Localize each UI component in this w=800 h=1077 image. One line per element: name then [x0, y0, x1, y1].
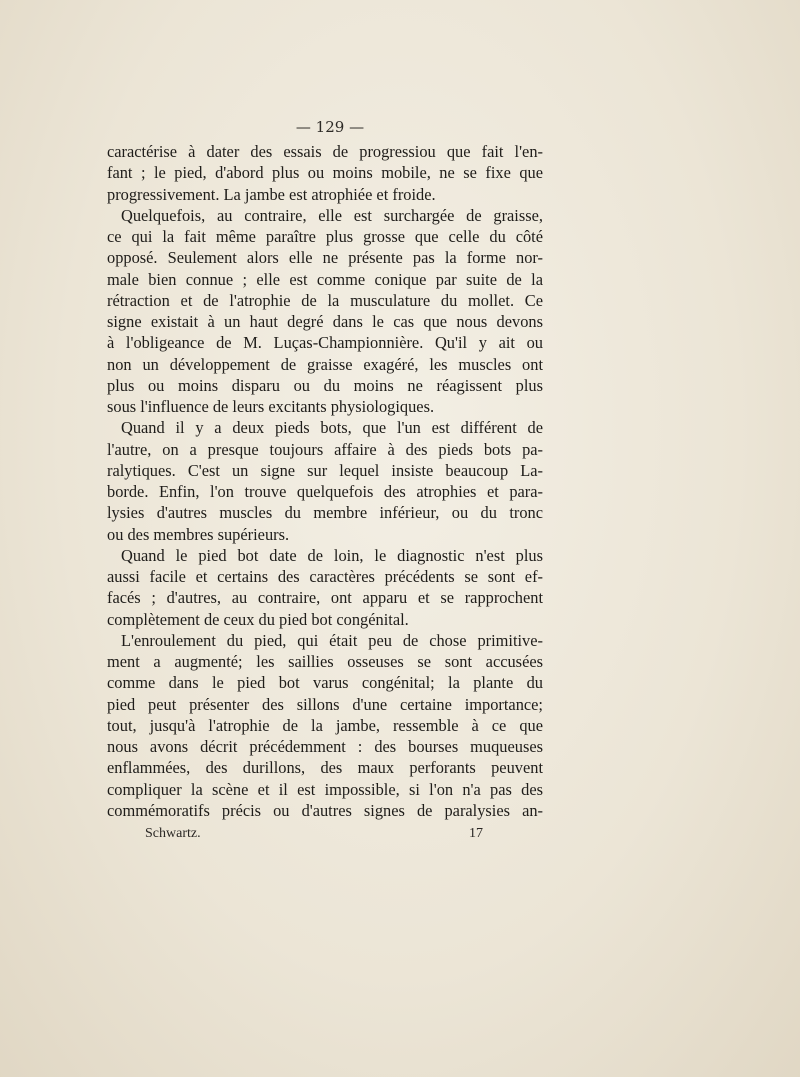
- text-line: compliquer la scène et il est impossible, si l'on n'a pas des: [107, 779, 543, 799]
- text-line: Quand le pied bot date de loin, le diagnostic n'est plus: [121, 545, 543, 565]
- text-line: l'autre, on a presque toujours affaire à des pieds bots pa-: [107, 439, 543, 459]
- text-line: comme dans le pied bot varus congénital; la plante du: [107, 673, 543, 693]
- text-line: caractérise à dater des essais de progressiou que fait l'en-: [107, 142, 543, 161]
- text-line: aussi facile et certains des caractères précédents se sont ef-: [107, 567, 543, 586]
- text-line: facés ; d'autres, au contraire, ont apparu et se rapprochent: [107, 588, 543, 608]
- text-line: L'enroulement du pied, qui était peu de chose primitive-: [121, 630, 543, 650]
- text-line: progressivement. La jambe est atrophiée et froide.: [107, 184, 436, 204]
- text-line: ou des membres supérieurs.: [107, 524, 290, 544]
- text-line: lysies d'autres muscles du membre inférieur, ou du tronc: [107, 503, 543, 523]
- text-line: fant ; le pied, d'abord plus ou moins mobile, ne se fixe que: [107, 163, 543, 183]
- text-line: male bien connue ; elle est comme conique par suite de la: [107, 269, 543, 289]
- text-line: à l'obligeance de M. Luças-Championnière. Qu'il y ait ou: [107, 333, 543, 353]
- text-line: Quelquefois, au contraire, elle est surchargée de graisse,: [121, 205, 543, 225]
- text-line: sous l'influence de leurs excitants physiologiques.: [107, 397, 435, 416]
- author-signature: Schwartz.: [145, 826, 201, 841]
- text-line: ce qui la fait même paraître plus grosse que celle du côté: [107, 227, 543, 246]
- text-line: opposé. Seulement alors elle ne présente pas la forme nor-: [107, 248, 543, 268]
- page-number: — 129 —: [295, 118, 365, 136]
- text-line: ment a augmenté; les saillies osseuses se sont accusées: [107, 652, 543, 671]
- body-text: [107, 141, 543, 821]
- text-line: tout, jusqu'à l'atrophie de la jambe, ressemble à ce que: [107, 715, 543, 735]
- text-line: complètement de ceux du pied bot congénital.: [107, 609, 409, 629]
- text-line: ralytiques. C'est un signe sur lequel insiste beaucoup La-: [107, 460, 543, 480]
- signature-mark: 17: [469, 826, 483, 841]
- text-line: rétraction et de l'atrophie de la musculature du mollet. Ce: [107, 290, 543, 310]
- text-line: pied peut présenter des sillons d'une certaine importance;: [107, 694, 543, 714]
- text-line: plus ou moins disparu ou du moins ne réagissent plus: [107, 375, 543, 395]
- text-line: Quand il y a deux pieds bots, que l'un est différent de: [121, 418, 543, 438]
- text-line: commémoratifs précis ou d'autres signes de paralysies an-: [107, 800, 543, 820]
- text-line: nous avons décrit précédemment : des bourses muqueuses: [107, 737, 543, 756]
- text-line: non un développement de graisse exagéré, les muscles ont: [107, 354, 543, 374]
- text-line: borde. Enfin, l'on trouve quelquefois des atrophies et para-: [107, 482, 543, 501]
- text-line: signe existait à un haut degré dans le cas que nous devons: [107, 312, 543, 331]
- text-line: enflammées, des durillons, des maux perforants peuvent: [107, 758, 543, 778]
